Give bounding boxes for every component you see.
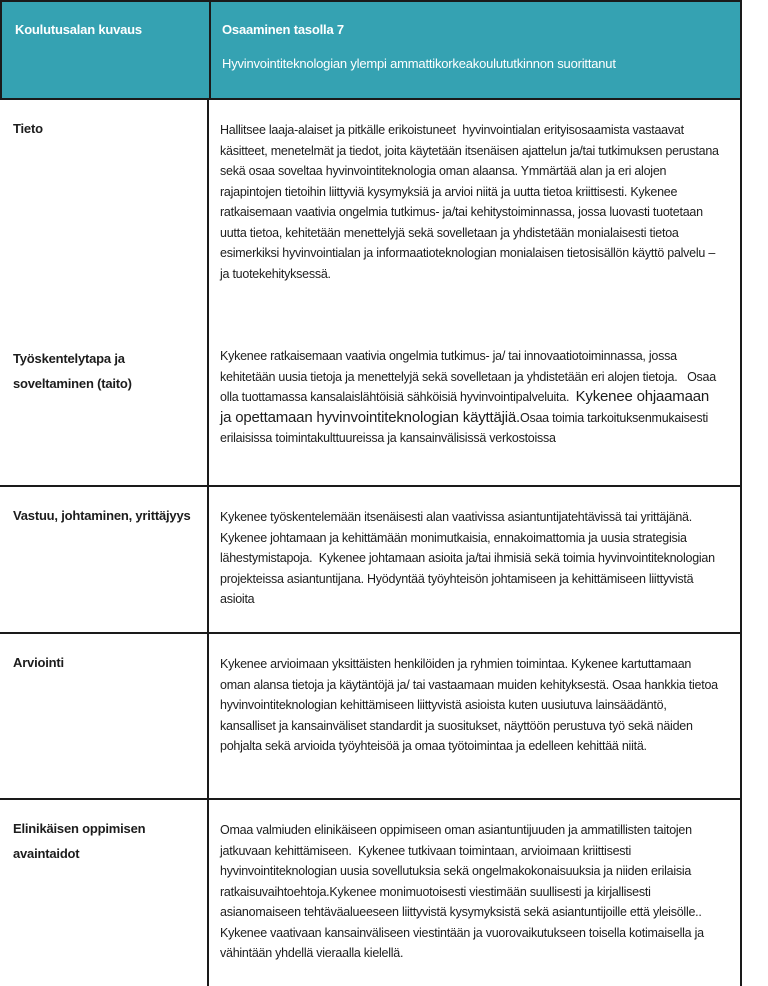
row-label-vastuu: Vastuu, johtaminen, yrittäjyys bbox=[13, 508, 191, 523]
header-cell-osaaminen bbox=[209, 2, 740, 98]
header-col1-label: Koulutusalan kuvaus bbox=[15, 22, 142, 37]
table-row-vastuu bbox=[0, 487, 742, 634]
row-text-cell bbox=[207, 487, 740, 632]
row-text-vastuu: Kykenee työskentelemään itsenäisesti alan vaativissa asiantuntijatehtävissä tai yrittäjänä. Kykenee johtamaan ja kehittämään monimutkaisia, ennakoimattomia ja uusia strategisia lähestymistapoja. Kykenee johtamaan asioita ja/tai ihmisiä sekä toimia hyvinvointiteknologian projekteissa asiantuntijana. Hyödyntää työyhteisön johtamiseen ja kehittämiseen liittyvistä asioita bbox=[220, 510, 719, 606]
row-label-cell bbox=[0, 800, 207, 986]
table-header-row bbox=[0, 0, 742, 100]
table-row-tieto bbox=[0, 100, 742, 333]
row-label-cell bbox=[0, 487, 207, 632]
row-label-tyoskentelytapa: Työskentelytapa ja soveltaminen (taito) bbox=[13, 351, 132, 391]
text-segment-normal: Kykenee ratkaisemaan vaativia ongelmia tutkimus- ja/ tai innovaatiotoiminnassa, jossa kehitetään uusia tietoja ja menettelyjä sekä sovelletaan ja yhdistetään eri alojen tietoja. Osaa olla tuottamassa kansalaislähtöisiä sähköisiä hyvinvointipalveluita. bbox=[220, 349, 720, 404]
table-row-elinikainen bbox=[0, 800, 742, 986]
row-label-elinikainen: Elinikäisen oppimisen avaintaidot bbox=[13, 821, 146, 861]
row-text-cell bbox=[207, 333, 740, 485]
row-label-arviointi: Arviointi bbox=[13, 655, 64, 670]
row-text-tyoskentelytapa bbox=[220, 346, 722, 449]
row-text-cell bbox=[207, 634, 740, 798]
row-label-tieto: Tieto bbox=[13, 121, 43, 136]
row-label-cell bbox=[0, 100, 207, 333]
table-row-tyoskentelytapa bbox=[0, 333, 742, 487]
row-text-tieto: Hallitsee laaja-alaiset ja pitkälle erikoistuneet hyvinvointialan erityisosaamista vastaavat käsitteet, menetelmät ja tiedot, joita käytetään itsenäisen ajattelun ja/tai tutkimuksen perustana sekä osaa soveltaa hyvinvointiteknologia oman alaansa. Ymmärtää alan ja eri alojen rajapintojen tietoihin liittyviä kysymyksiä ja arvioi niitä ja uutta tietoa kriittisesti. Kykenee ratkaisemaan vaativia ongelmia tutkimus- ja/tai kehitystoiminnassa, jossa luovasti tuotetaan uutta tietoa, kehitetään menettelyjä sekä sovelletaan ja yhdistetään monialaisesti tietoa esimerkiksi hyvinvointialan ja informaatioteknologian monialaisen tietosisällön käyttö palvelu – ja tuotekehityksessä. bbox=[220, 123, 722, 281]
header-col2-subtitle: Hyvinvointiteknologian ylempi ammattikorkeakoulututkinnon suorittanut bbox=[222, 56, 616, 71]
row-text-elinikainen: Omaa valmiuden elinikäiseen oppimiseen oman asiantuntijuuden ja ammatillisten taitojen jatkuvaan kehittämiseen. Kykenee tutkivaan toimintaan, arvioimaan kriittisesti hyvinvointiteknologian uusia sovellutuksia sekä ongelmakokonaisuuksia ja niiden erilaisia ratkaisuvaihtoehtoja.Kykenee monimuotoisesti viestimään suullisesti ja kirjallisesti asianomaiseen tehtäväalueeseen liittyvistä kysymyksistä sekä asiantuntijoille että yleisölle.. Kykenee vaativaan kansainväliseen viestintään ja vuorovaikutukseen toisella kotimaisella ja vähintään yhdellä vieraalla kielellä. bbox=[220, 823, 709, 960]
header-cell-koulutusalan-kuvaus bbox=[2, 2, 209, 98]
row-text-cell bbox=[207, 800, 740, 986]
text-segment-large: Kykenee ohjaamaan ja opettamaan hyvinvointiteknologian käyttäjiä. bbox=[220, 388, 713, 426]
row-label-cell bbox=[0, 634, 207, 798]
row-label-cell bbox=[0, 333, 207, 485]
table-row-arviointi bbox=[0, 634, 742, 800]
text-segment-normal: Osaa toimia tarkoituksenmukaisesti erilaisissa toimintakulttuureissa ja kansainvälisissä verkostoissa bbox=[220, 410, 712, 445]
row-text-cell bbox=[207, 100, 740, 333]
row-text-arviointi: Kykenee arvioimaan yksittäisten henkilöiden ja ryhmien toimintaa. Kykenee kartuttamaan oman alansa tietoja ja käytäntöjä ja/ tai vastaamaan muiden kehityksestä. Osaa hankkia tietoa hyvinvointiteknologian kehittämiseen liittyvistä asioista kuten uusiutuva lainsäädäntö, kansalliset ja kansainväliset standardit ja suositukset, näyttöön perustuva työ sekä näiden pohjalta sekä arvioida työyhteisöä ja omaa työtoimintaa ja edelleen kehittää niitä. bbox=[220, 657, 722, 753]
header-col2-title: Osaaminen tasolla 7 bbox=[222, 22, 344, 37]
